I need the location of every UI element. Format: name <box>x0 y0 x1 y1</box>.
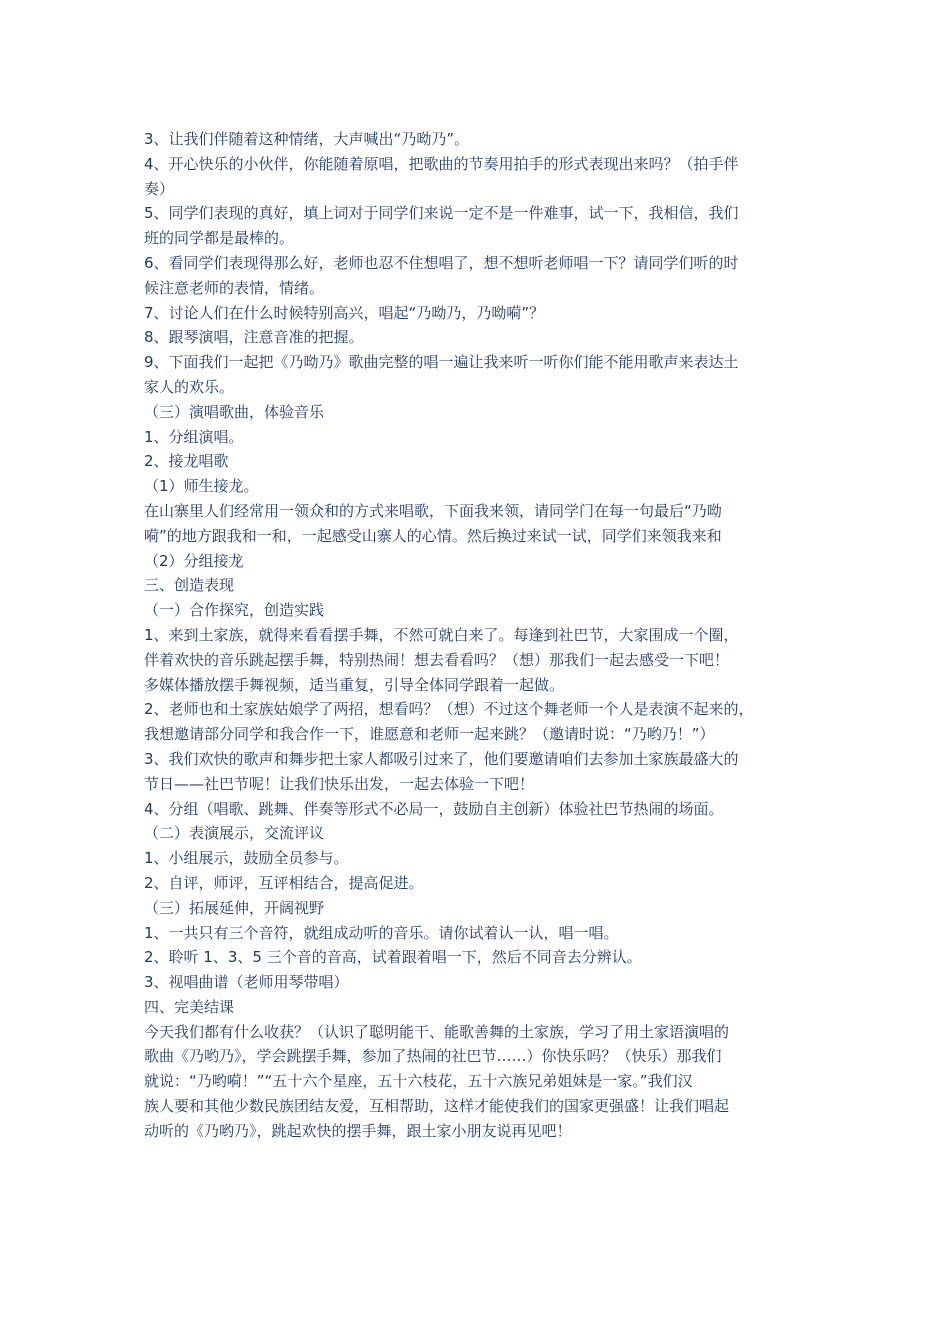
text-line: 四、完美结课 <box>144 997 235 1016</box>
text-line: 班的同学都是最棒的。 <box>144 229 295 248</box>
text-line: 族人要和其他少数民族团结友爱，互相帮助，这样才能使我们的国家更强盛！让我们唱起 <box>144 1097 730 1116</box>
text-line: （三）演唱歌曲，体验音乐 <box>144 402 325 421</box>
text-line: 歌曲《乃哟乃》，学会跳摆手舞，参加了热闹的社巴节……）你快乐吗？（快乐）那我们 <box>144 1047 722 1066</box>
text-line: 4、分组（唱歌、跳舞、伴奏等形式不必局一，鼓励自主创新）体验社巴节热闹的场面。 <box>144 799 724 818</box>
text-line: 5、同学们表现的真好，填上词对于同学们来说一定不是一件难事，试一下，我相信，我们 <box>144 204 739 223</box>
text-line: 奏） <box>144 179 175 198</box>
text-line: 三、创造表现 <box>144 576 235 595</box>
text-line: 伴着欢快的音乐跳起摆手舞，特别热闹！想去看看吗？（想）那我们一起去感受一下吧！ <box>144 650 730 669</box>
text-line: （二）表演展示，交流评议 <box>144 824 325 843</box>
text-line: 4、开心快乐的小伙伴，你能随着原唱，把歌曲的节奏用拍手的形式表现出来吗？（拍手伴 <box>144 154 739 173</box>
text-line: 我想邀请部分同学和我合作一下，谁愿意和老师一起来跳？（邀请时说：“乃哟乃！”） <box>144 725 715 744</box>
text-line: 在山寨里人们经常用一领众和的方式来唱歌，下面我来领，请同学门在每一句最后“乃呦 <box>144 501 722 520</box>
text-line: 9、下面我们一起把《乃呦乃》歌曲完整的唱一遍让我来听一听你们能不能用歌声来表达土 <box>144 353 739 372</box>
text-line: 嗬”的地方跟我和一和，一起感受山寨人的心情。然后换过来试一试，同学们来领我来和 <box>144 526 722 545</box>
text-line: 今天我们都有什么收获？（认识了聪明能干、能歌善舞的土家族，学习了用土家语演唱的 <box>144 1022 730 1041</box>
text-line: （1）师生接龙。 <box>144 477 259 496</box>
text-line: 候注意老师的表情，情绪。 <box>144 278 325 297</box>
text-line: 3、视唱曲谱（老师用琴带唱） <box>144 973 349 992</box>
text-line: 1、小组展示，鼓励全员参与。 <box>144 849 349 868</box>
document-body <box>144 127 816 1144</box>
text-line: 就说：“乃哟嗬！”“五十六个星座，五十六枝花，五十六族兄弟姐妹是一家。”我们汉 <box>144 1072 693 1091</box>
text-line: 动听的《乃哟乃》，跳起欢快的摆手舞，跟土家小朋友说再见吧！ <box>144 1121 572 1140</box>
text-line: 2、聆听 1、3、5 三个音的音高，试着跟着唱一下，然后不同音去分辨认。 <box>144 948 642 967</box>
text-line: 7、讨论人们在什么时候特别高兴，唱起“乃呦乃，乃呦嗬”？ <box>144 303 545 322</box>
text-line: （三）拓展延伸，开阔视野 <box>144 898 325 917</box>
text-line: 多媒体播放摆手舞视频，适当重复，引导全体同学跟着一起做。 <box>144 675 565 694</box>
text-line: 3、我们欢快的歌声和舞步把土家人都吸引过来了，他们要邀请咱们去参加土家族最盛大的 <box>144 749 739 768</box>
text-line: 1、分组演唱。 <box>144 427 244 446</box>
text-line: 3、让我们伴随着这种情绪，大声喊出“乃呦乃”。 <box>144 130 470 148</box>
text-line: （一）合作探究，创造实践 <box>144 601 325 620</box>
text-line: 1、一共只有三个音符，就组成动听的音乐。请你试着认一认，唱一唱。 <box>144 923 619 942</box>
text-line: 1、来到土家族，就得来看看摆手舞，不然可就白来了。每逢到社巴节，大家围成一个圈， <box>144 625 739 644</box>
text-line: 6、看同学们表现得那么好，老师也忍不住想唱了，想不想听老师唱一下？请同学们听的时 <box>144 253 739 272</box>
text-line: （2）分组接龙 <box>144 551 244 570</box>
text-line: 家人的欢乐。 <box>144 377 235 396</box>
text-line: 8、跟琴演唱，注意音准的把握。 <box>144 328 364 347</box>
text-line: 2、接龙唱歌 <box>144 452 229 471</box>
text-line: 2、自评，师评，互评相结合，提高促进。 <box>144 873 424 892</box>
text-line: 2、老师也和土家族姑娘学了两招，想看吗？（想）不过这个舞老师一个人是表演不起来的， <box>144 700 754 719</box>
text-line: 节日——社巴节呢！让我们快乐出发，一起去体验一下吧！ <box>144 774 535 793</box>
